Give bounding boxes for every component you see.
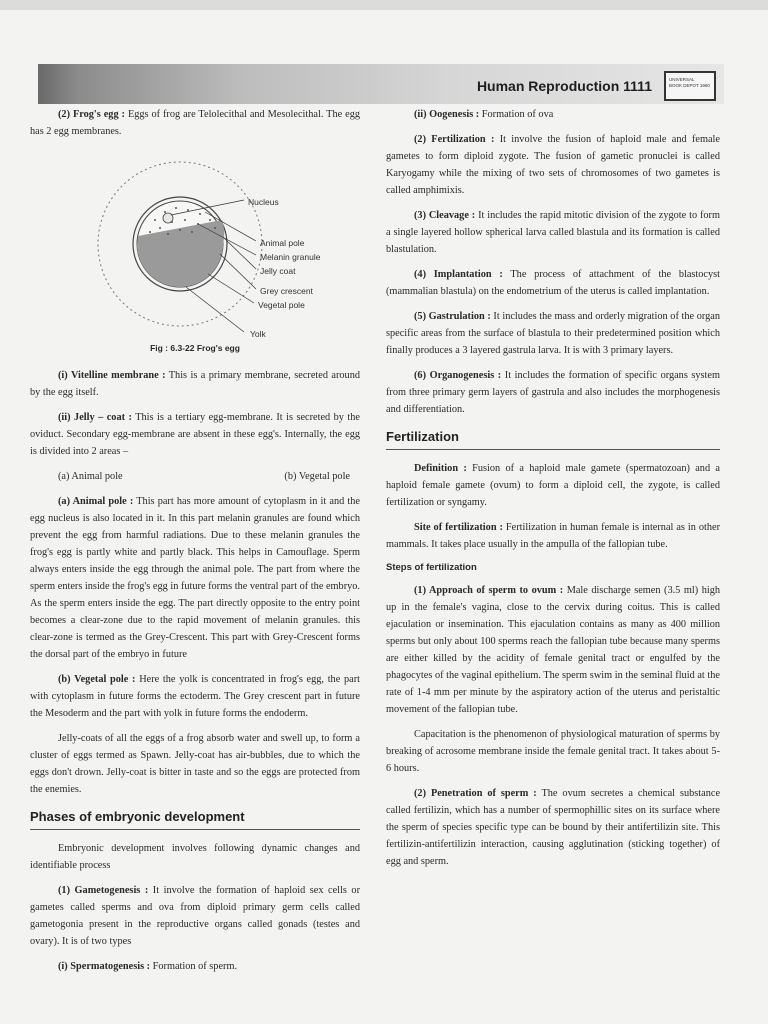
logo-line2: BOOK DEPOT 1960 xyxy=(669,83,710,88)
label-yolk: Yolk xyxy=(250,329,266,339)
site-para: Site of fertilization : Fertilization in human female is internal as in other mammals. It takes place usually in the ampulla of the fallopian tube. xyxy=(386,522,721,550)
gastrulation-para: (5) Gastrulation : It includes the mass and orderly migration of the organ specific areas from the surface of blastula to their predetermined position which finally produces a 3 layered gastrula larva. It is with 3 primary layers. xyxy=(386,311,720,356)
label-jelly-coat: Jelly coat xyxy=(260,266,296,276)
right-column xyxy=(386,106,720,870)
pole-list-a: (a) Animal pole xyxy=(58,471,123,482)
frog-egg-diagram xyxy=(30,142,360,338)
animal-pole-para: (a) Animal pole : This part has more amount of cytoplasm in it and the egg nucleus is also located in it. In this part melanin granules are found which prevent the egg from harmful radiations. Due to these melanin granules the frog's egg is partly white and partly black. This helps in Camouflage. Sperm always enters inside the egg through the animal pole. The part from where the sperm enters inside the frog's egg in future forms the ventral part of the embryo. As the sperm enters inside the egg. The part directly opposite to the entry point becomes a clear-zone due to the rapid movement of melanin granules. this clear-zone is termed as the Grey-Crescent. This part with Grey-Crescent forms the dorsal part of the embryo in future xyxy=(30,496,361,660)
figure-caption: Fig : 6.3-22 Frog's egg xyxy=(150,343,240,353)
organogenesis-para: (6) Organogenesis : It includes the formation of specific organs system from three primary germ layers of gastrula and also includes the morphogenesis and differentiation. xyxy=(386,370,721,415)
steps-heading: Steps of fertilization xyxy=(386,562,477,573)
publisher-logo xyxy=(664,71,716,101)
vegetal-pole-para: (b) Vegetal pole : Here the yolk is concentrated in frog's egg, the part with cytoplasm in future forms the ectoderm. The Grey crescent part in future the Mesoderm and the part with yolk in future forms the endoderm. xyxy=(30,674,360,719)
page-header xyxy=(38,64,724,104)
penetration-para: (2) Penetration of sperm : The ovum secretes a chemical substance called fertilizin, which has a number of spermophillic sites on its surface where the sperm of species specific type can be bound by their antifertilizin site. This fertilizin-antifertilizin interaction, causing agglutination (sticking together) of egg and sperm. xyxy=(386,788,721,867)
implantation-para: (4) Implantation : The process of attachment of the blastocyst (mammalian blastula) on the endometrium of the uterus is called implantation. xyxy=(386,269,721,297)
label-melanin-granule: Melanin granule xyxy=(260,252,321,262)
frog-egg-figure xyxy=(30,142,360,338)
logo-line1: UNIVERSAL xyxy=(669,77,695,82)
cleavage-para: (3) Cleavage : It includes the rapid mitotic division of the zygote to form a single layered hollow spherical larva called blastula and its formation is called blastulation. xyxy=(386,210,720,255)
header-title: Human Reproduction 1111 xyxy=(476,78,652,94)
pole-list-b: (b) Vegetal pole xyxy=(284,471,350,482)
top-edge xyxy=(0,0,768,10)
approach-para: (1) Approach of sperm to ovum : Male discharge semen (3.5 ml) high up in the female's vagina, close to the cervix during coitus. This is called ejaculation or insemination. This ejaculation contains as many as 400 million sperms but only about 100 sperms reach the fallopian tube because many sperms are either killed by the acidity of female genital tract or engulfed by the phagocytes of the vaginal epithelium. The sperm swim in the seminal fluid at the rate of 1-4 mm per minute by the aspiratory action of the uterus and peristaltic movement of the fallopian tube. xyxy=(386,585,721,715)
spermatogenesis-para: (i) Spermatogenesis : Formation of sperm. xyxy=(58,961,238,972)
gametogenesis-para: (1) Gametogenesis : It involve the formation of haploid sex cells or gametes called sperms and ova from diploid primary germ cells called gametogonia present in the reproductive organs called gonads (testes and ovary). It is of two types xyxy=(30,885,360,947)
frog-egg-para: (2) Frog's egg : Eggs of frog are Telolecithal and Mesolecithal. The egg has 2 egg membranes. xyxy=(30,109,360,137)
phases-intro: Embryonic development involves following dynamic changes and identifiable process xyxy=(30,843,360,871)
label-grey-crescent: Grey crescent xyxy=(260,286,313,296)
label-vegetal-pole: Vegetal pole xyxy=(258,300,305,310)
oogenesis-para: (ii) Oogenesis : Formation of ova xyxy=(414,109,554,120)
left-column xyxy=(30,106,360,975)
fertilization-para: (2) Fertilization : It involve the fusion of haploid male and female gametes to form diploid zygote. The fusion of gametic pronuclei is called Karyogamy while the mixing of two sets of chromosomes of two gametes is called amphimixis. xyxy=(386,134,720,196)
definition-para: Definition : Fusion of a haploid male gamete (spermatozoan) and a haploid female gamete (ovum) to form a diploid cell, the zygote, is called fertilization or syngamy. xyxy=(386,463,720,508)
vitelline-para: (i) Vitelline membrane : This is a primary membrane, secreted around by the egg itself. xyxy=(30,370,360,398)
capacitation-para: Capacitation is the phenomenon of physiological maturation of sperms by breaking of acrosome membrane inside the female genital tract. It takes about 5-6 hours. xyxy=(386,729,720,774)
label-nucleus: Nucleus xyxy=(248,197,279,207)
pole-list xyxy=(30,468,360,485)
jelly-coats-para: Jelly-coats of all the eggs of a frog absorb water and swell up, to form a cluster of eggs termed as Spawn. Jelly-coat has air-bubbles, due to which the eggs don't drown. Jelly-coat is bitter in taste and so the eggs are protected from the enemies. xyxy=(30,733,360,795)
fertilization-heading: Fertilization xyxy=(386,428,720,450)
label-animal-pole: Animal pole xyxy=(260,238,305,248)
phases-heading: Phases of embryonic development xyxy=(30,808,360,830)
jelly-coat-para: (ii) Jelly – coat : This is a tertiary egg-membrane. It is secreted by the oviduct. Secondary egg-membrane are absent in these egg's. Internally, the egg is divided into 2 areas – xyxy=(30,412,361,457)
